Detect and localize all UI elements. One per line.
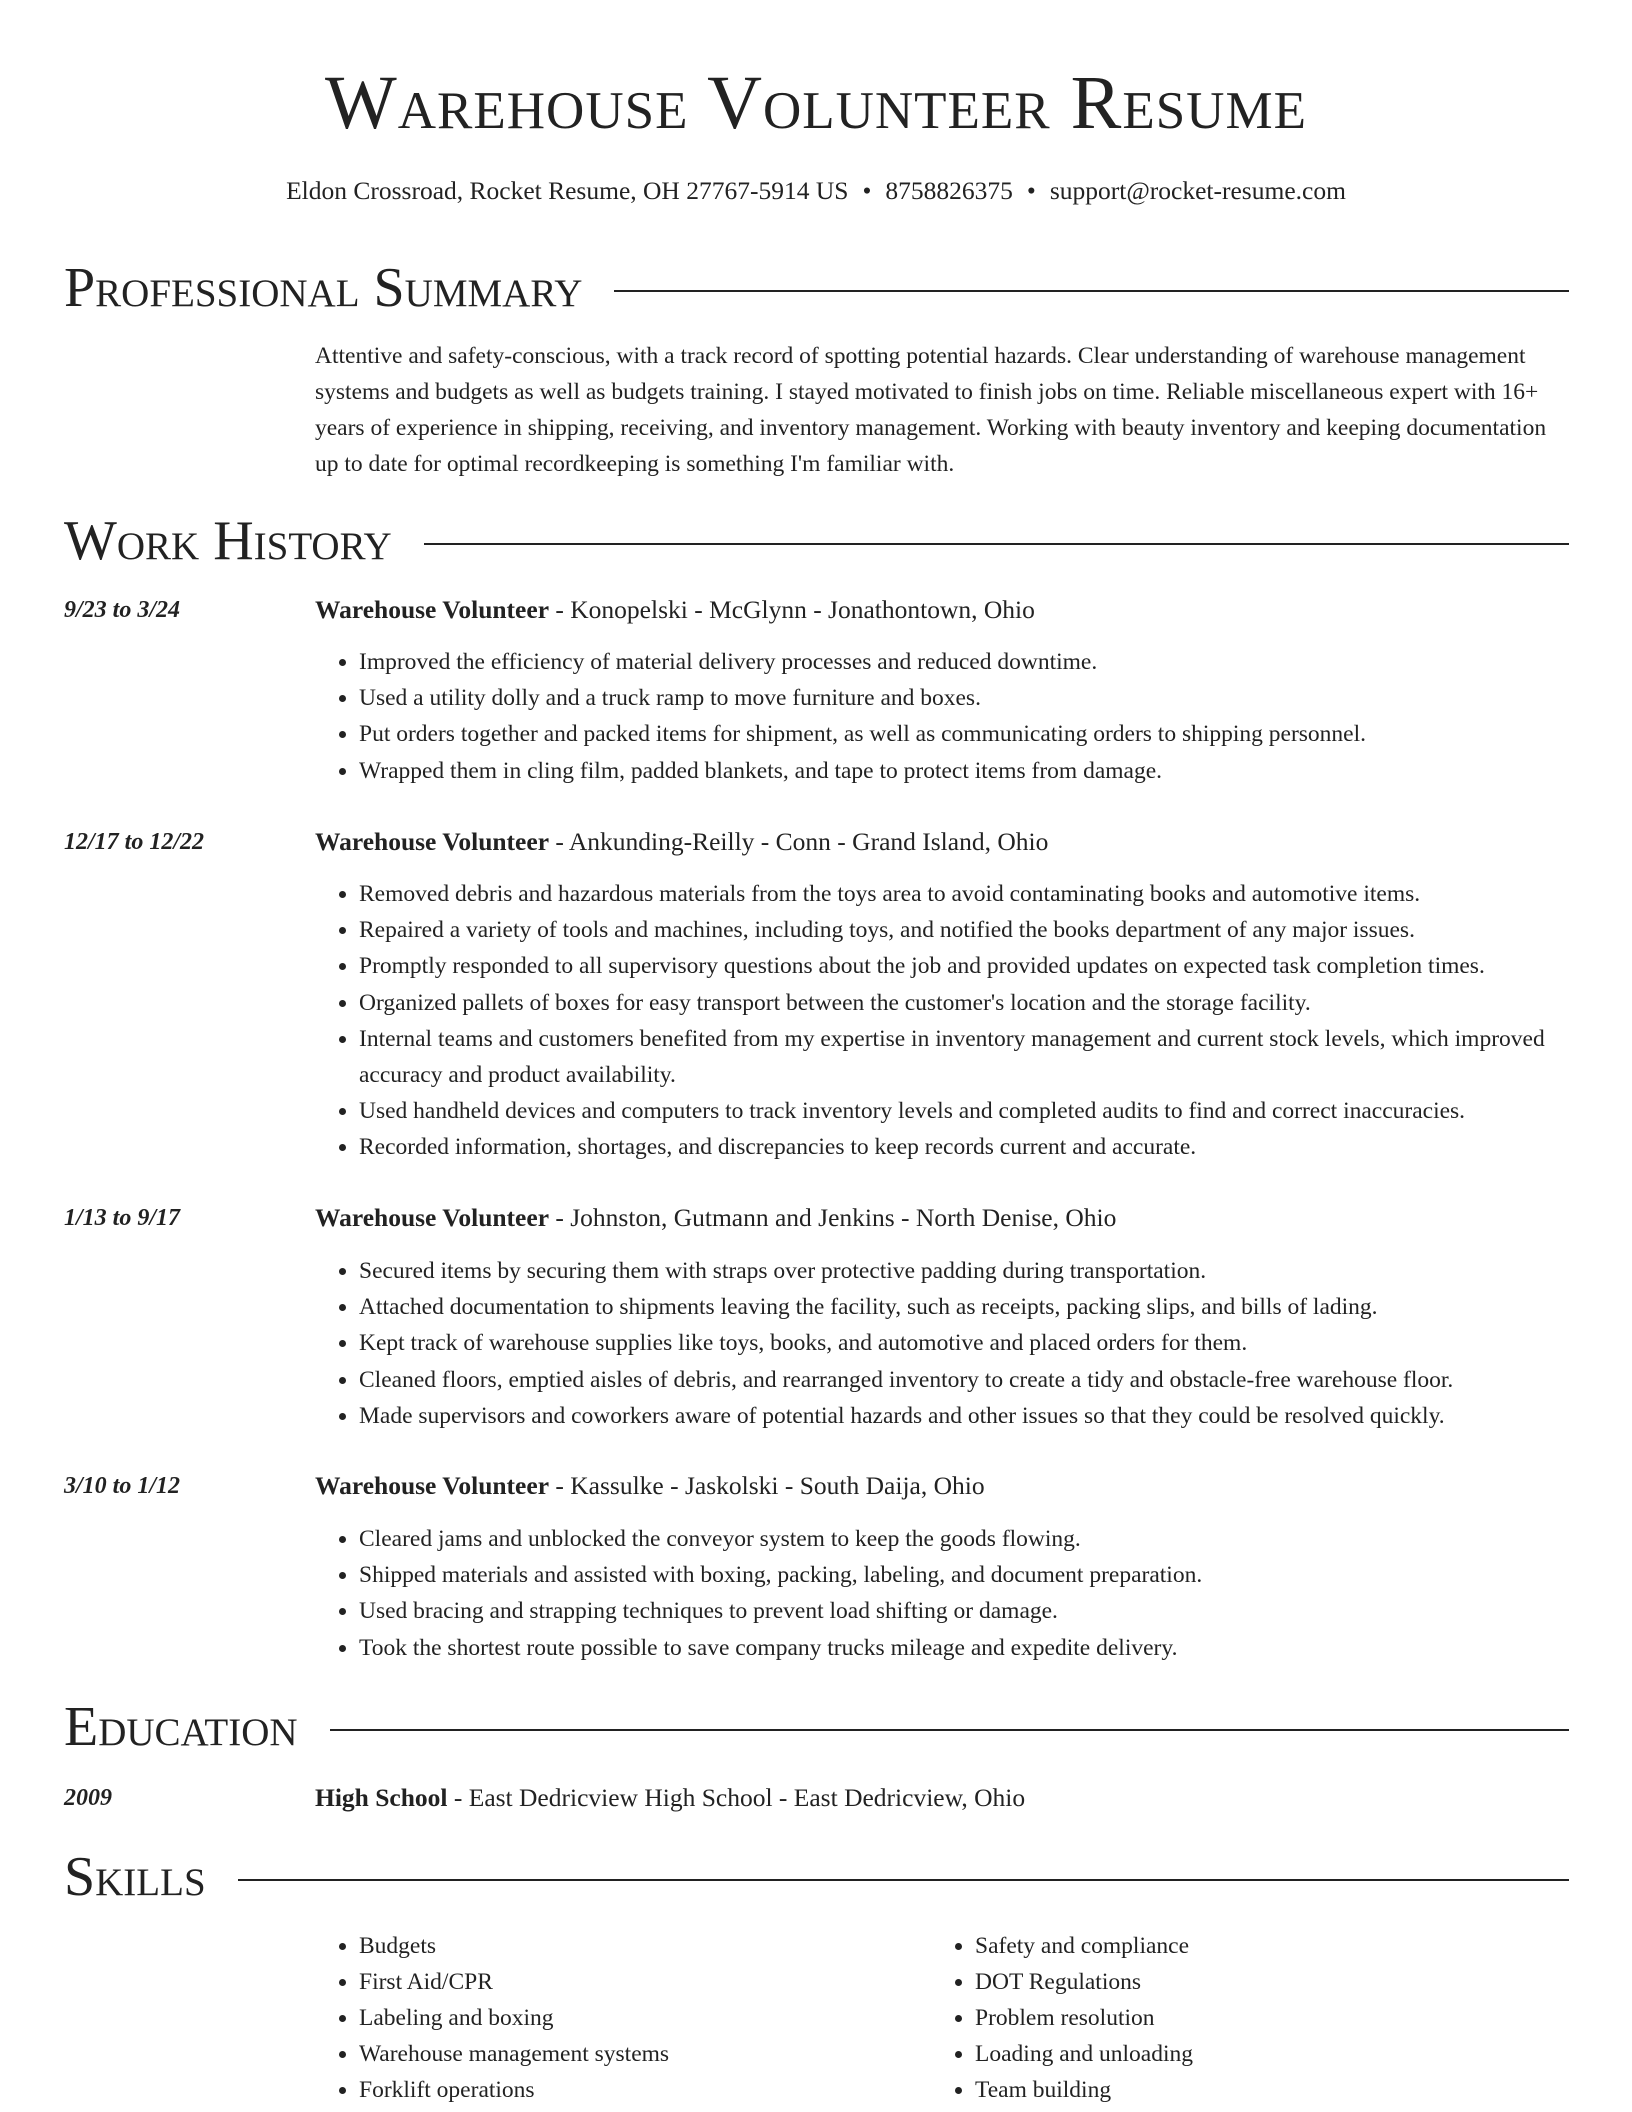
list-item: • Used handheld devices and computers to track inventory levels and completed audits to find and correct inaccuracies.: [359, 1093, 1569, 1129]
list-item: • Cleaned floors, emptied aisles of debris, and rearranged inventory to create a tidy and obstacle-free warehouse floor.: [359, 1362, 1569, 1398]
list-item: • Recorded information, shortages, and discrepancies to keep records current and accurate.: [359, 1129, 1569, 1165]
section-divider: [614, 290, 1569, 292]
skills-list-left: [315, 1928, 919, 2108]
list-item: • Made supervisors and coworkers aware of potential hazards and other issues so that they could be resolved quickly.: [359, 1398, 1569, 1434]
work-heading: [315, 824, 1569, 860]
job-title: Warehouse Volunteer: [315, 827, 550, 856]
section-title-education: [64, 1694, 1569, 1760]
skill-item: • First Aid/CPR: [359, 1964, 919, 2000]
skills-list-right: [931, 1928, 1535, 2108]
skill-item: • Warehouse management systems: [359, 2036, 919, 2072]
contact-address: Eldon Crossroad, Rocket Resume, OH 27767-5914 US: [286, 176, 849, 205]
list-item: • Put orders together and packed items for shipment, as well as communicating orders to shipping personnel.: [359, 716, 1569, 752]
section-title-work-history: [64, 508, 1569, 574]
work-bullets: [315, 1521, 1569, 1666]
resume-title: Warehouse Volunteer Resume: [325, 61, 1307, 145]
job-details: - Johnston, Gutmann and Jenkins - North Denise, Ohio: [549, 1203, 1117, 1232]
job-details: - Kassulke - Jaskolski - South Daija, Ohio: [549, 1471, 985, 1500]
skill-item: • Labeling and boxing: [359, 2000, 919, 2036]
contact-line: [0, 174, 1632, 208]
summary-paragraph: Attentive and safety-conscious, with a track record of spotting potential hazards. Clear understanding of warehouse management systems and budgets as well as budgets training. I stayed motivated to finish jobs on time. Reliable miscellaneous expert with 16+ years of experience in shipping, receiving, and inventory management. Working with beauty inventory and keeping documentation up to date for optimal recordkeeping is something I'm familiar with.: [315, 343, 1547, 477]
contact-phone: 8758826375: [885, 176, 1013, 205]
degree: High School: [315, 1783, 448, 1812]
list-item: • Used a utility dolly and a truck ramp to move furniture and boxes.: [359, 680, 1569, 716]
list-item: • Wrapped them in cling film, padded blankets, and tape to protect items from damage.: [359, 753, 1569, 789]
skill-item: • DOT Regulations: [975, 1964, 1535, 2000]
work-bullets: [315, 876, 1569, 1166]
skill-item: • Safety and compliance: [975, 1928, 1535, 1964]
contact-separator: •: [862, 176, 872, 205]
list-item: • Secured items by securing them with straps over protective padding during transportation.: [359, 1253, 1569, 1289]
work-bullets: [315, 644, 1569, 789]
education-heading: [315, 1780, 1569, 1816]
section-title-summary: [64, 255, 1569, 321]
skill-item: • Budgets: [359, 1928, 919, 1964]
job-title: Warehouse Volunteer: [315, 1203, 550, 1232]
skill-item: • Problem resolution: [975, 2000, 1535, 2036]
job-title: Warehouse Volunteer: [315, 1471, 550, 1500]
list-item: • Took the shortest route possible to save company trucks mileage and expedite delivery.: [359, 1630, 1569, 1666]
list-item: • Kept track of warehouse supplies like toys, books, and automotive and placed orders for them.: [359, 1325, 1569, 1361]
list-item: • Removed debris and hazardous materials from the toys area to avoid contaminating books and automotive items.: [359, 876, 1569, 912]
skill-item: • Forklift operations: [359, 2072, 919, 2108]
contact-separator: •: [1026, 176, 1036, 205]
work-dates: 9/23 to 3/24: [64, 597, 181, 623]
work-bullets: [315, 1253, 1569, 1434]
job-details: - Konopelski - McGlynn - Jonathontown, Ohio: [549, 595, 1035, 624]
job-title: Warehouse Volunteer: [315, 595, 550, 624]
section-title-text: Education: [64, 1696, 298, 1758]
work-dates: 12/17 to 12/22: [64, 829, 205, 855]
section-title-text: Work History: [64, 510, 392, 572]
education-year: 2009: [64, 1785, 112, 1811]
list-item: • Repaired a variety of tools and machines, including toys, and notified the books department of any major issues.: [359, 912, 1569, 948]
work-dates: 1/13 to 9/17: [64, 1205, 181, 1231]
section-title-skills: [64, 1844, 1569, 1910]
contact-email: support@rocket-resume.com: [1049, 176, 1346, 205]
skill-item: • Loading and unloading: [975, 2036, 1535, 2072]
list-item: • Cleared jams and unblocked the conveyor system to keep the goods flowing.: [359, 1521, 1569, 1557]
work-heading: [315, 1468, 1569, 1504]
skill-item: • Team building: [975, 2072, 1535, 2108]
section-title-text: Professional Summary: [64, 257, 583, 319]
list-item: • Shipped materials and assisted with boxing, packing, labeling, and document preparation.: [359, 1557, 1569, 1593]
section-divider: [424, 543, 1569, 545]
work-heading: [315, 592, 1569, 628]
work-dates: 3/10 to 1/12: [64, 1473, 181, 1499]
list-item: • Internal teams and customers benefited from my expertise in inventory management and current stock levels, which improved accuracy and product availability.: [359, 1021, 1569, 1093]
section-title-text: Skills: [64, 1846, 206, 1908]
section-divider: [238, 1879, 1569, 1881]
work-heading: [315, 1200, 1569, 1236]
list-item: • Attached documentation to shipments leaving the facility, such as receipts, packing slips, and bills of lading.: [359, 1289, 1569, 1325]
section-divider: [330, 1729, 1569, 1731]
list-item: • Organized pallets of boxes for easy transport between the customer's location and the storage facility.: [359, 985, 1569, 1021]
list-item: • Improved the efficiency of material delivery processes and reduced downtime.: [359, 644, 1569, 680]
job-details: - Ankunding-Reilly - Conn - Grand Island, Ohio: [549, 827, 1049, 856]
school-details: - East Dedricview High School - East Dedricview, Ohio: [447, 1783, 1026, 1812]
list-item: • Promptly responded to all supervisory questions about the job and provided updates on expected task completion times.: [359, 948, 1569, 984]
list-item: • Used bracing and strapping techniques to prevent load shifting or damage.: [359, 1593, 1569, 1629]
